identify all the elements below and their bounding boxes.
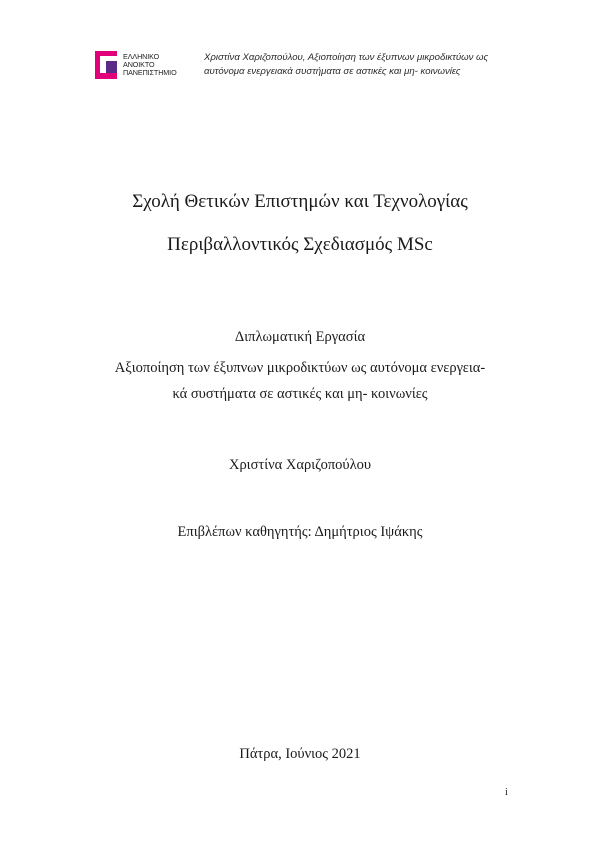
university-logo-mark-icon (93, 47, 121, 83)
author-name: Χριστίνα Χαριζοπούλου (228, 457, 372, 473)
logo-line-2: ΑΝΟΙΚΤΟ (123, 60, 155, 70)
running-header-line-2: αυτόνομα ενεργειακά συστήματα σε αστικές και μη- κοινωνίες (204, 66, 461, 77)
thesis-title-line-1: Αξιοποίηση των έξυπνων μικροδικτύων ως αυτόνομα ενεργεια- (114, 360, 486, 376)
place-date: Πάτρα, Ιούνιος 2021 (239, 746, 361, 762)
supervisor: Επιβλέπων καθηγητής: Δημήτριος Ιψάκης (177, 524, 423, 540)
thesis-type: Διπλωματική Εργασία (234, 329, 366, 345)
university-logo-text (123, 53, 187, 78)
running-header (204, 51, 534, 79)
logo-line-1: ΕΛΛΗΝΙΚΟ (123, 52, 160, 61)
university-logo (93, 47, 188, 83)
page-number: i (505, 787, 508, 798)
school-name: Σχολή Θετικών Επιστημών και Τεχνολογίας (132, 191, 468, 212)
running-header-line-1: Χριστίνα Χαριζοπούλου, Αξιοποίηση των έξυπνων μικροδικτύων ως (204, 52, 489, 63)
thesis-title-line-2: κά συστήματα σε αστικές και μη- κοινωνίες (172, 386, 428, 402)
program-name: Περιβαλλοντικός Σχεδιασμός MSc (167, 234, 433, 255)
logo-line-3: ΠΑΝΕΠΙΣΤΗΜΙΟ (123, 68, 177, 78)
